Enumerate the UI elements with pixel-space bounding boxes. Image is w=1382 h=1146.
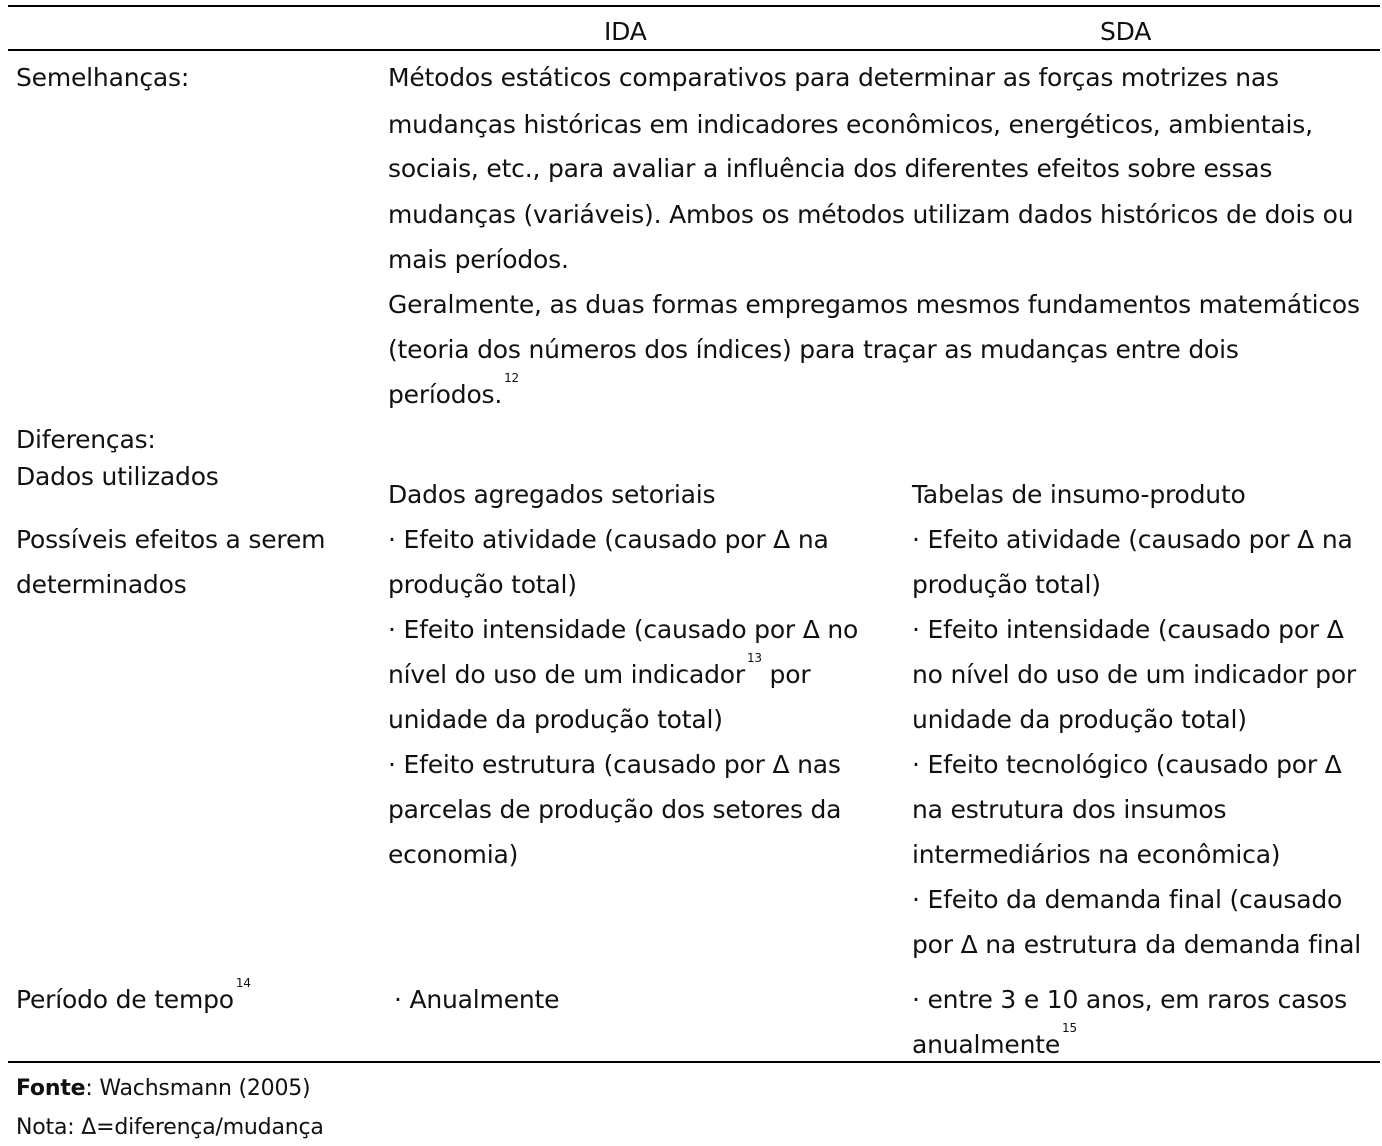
source-note bbox=[16, 1076, 310, 1102]
bottom-rule bbox=[8, 1061, 1380, 1063]
footnote-marker: 14 bbox=[235, 976, 251, 990]
footnote-marker: 12 bbox=[504, 371, 519, 385]
source-label: Fonte bbox=[16, 1076, 86, 1101]
column-header-sda: SDA bbox=[1100, 17, 1152, 46]
semelhancas-line: períodos. bbox=[388, 380, 503, 409]
efeitos-ida-line-tail: por bbox=[761, 660, 811, 689]
efeitos-sda-line: produção total) bbox=[912, 570, 1101, 599]
periodo-ida: · Anualmente bbox=[394, 985, 560, 1014]
semelhancas-line-last bbox=[388, 371, 519, 409]
periodo-label-text: Período de tempo bbox=[16, 985, 234, 1014]
efeitos-ida-line-fn bbox=[388, 651, 811, 689]
efeitos-ida-line: parcelas de produção dos setores da bbox=[388, 795, 842, 824]
header-rule bbox=[8, 49, 1380, 51]
dados-sda: Tabelas de insumo-produto bbox=[912, 480, 1246, 509]
semelhancas-line: mudanças históricas em indicadores econômicos, energéticos, ambientais, bbox=[388, 110, 1313, 139]
efeitos-ida-line: unidade da produção total) bbox=[388, 705, 723, 734]
dados-ida: Dados agregados setoriais bbox=[388, 480, 716, 509]
row-label-efeitos-cont: determinados bbox=[16, 570, 187, 599]
footnote-marker: 13 bbox=[746, 651, 762, 665]
periodo-sda: · entre 3 e 10 anos, em raros casos bbox=[912, 985, 1347, 1014]
efeitos-ida-line: nível do uso de um indicador bbox=[388, 660, 745, 689]
semelhancas-line: sociais, etc., para avaliar a influência dos diferentes efeitos sobre essas bbox=[388, 154, 1273, 183]
semelhancas-line: mudanças (variáveis). Ambos os métodos utilizam dados históricos de dois ou bbox=[388, 200, 1354, 229]
efeitos-ida-line: produção total) bbox=[388, 570, 577, 599]
efeitos-sda-line: unidade da produção total) bbox=[912, 705, 1247, 734]
efeitos-sda-line: · Efeito da demanda final (causado bbox=[912, 885, 1343, 914]
top-rule bbox=[8, 5, 1380, 7]
efeitos-sda-line: por Δ na estrutura da demanda final bbox=[912, 930, 1361, 959]
delta-note: Nota: Δ=diferença/mudança bbox=[16, 1115, 324, 1140]
efeitos-sda-line: · Efeito intensidade (causado por Δ bbox=[912, 615, 1344, 644]
efeitos-ida-line: · Efeito estrutura (causado por Δ nas bbox=[388, 750, 841, 779]
efeitos-sda-line: no nível do uso de um indicador por bbox=[912, 660, 1357, 689]
source-text: : Wachsmann (2005) bbox=[85, 1076, 311, 1101]
efeitos-sda-line: · Efeito tecnológico (causado por Δ bbox=[912, 750, 1342, 779]
column-header-ida: IDA bbox=[604, 17, 647, 46]
row-label-dados: Dados utilizados bbox=[16, 462, 219, 491]
footnote-marker: 15 bbox=[1062, 1021, 1077, 1035]
row-label-diferencas: Diferenças: bbox=[16, 425, 156, 454]
semelhancas-line: Geralmente, as duas formas empregamos mesmos fundamentos matemáticos bbox=[388, 290, 1360, 319]
efeitos-ida-line: economia) bbox=[388, 840, 519, 869]
periodo-sda-text: anualmente bbox=[912, 1030, 1061, 1059]
efeitos-sda-line: intermediários na econômica) bbox=[912, 840, 1281, 869]
semelhancas-line: Métodos estáticos comparativos para determinar as forças motrizes nas bbox=[388, 63, 1279, 92]
efeitos-sda-line: na estrutura dos insumos bbox=[912, 795, 1227, 824]
periodo-sda-cont bbox=[912, 1021, 1077, 1059]
semelhancas-line: (teoria dos números dos índices) para traçar as mudanças entre dois bbox=[388, 335, 1239, 364]
row-label-periodo bbox=[16, 976, 251, 1014]
efeitos-ida-line: · Efeito atividade (causado por Δ na bbox=[388, 525, 829, 554]
row-label-efeitos: Possíveis efeitos a serem bbox=[16, 525, 326, 554]
row-label-semelhancas: Semelhanças: bbox=[16, 63, 190, 92]
efeitos-sda-line: · Efeito atividade (causado por Δ na bbox=[912, 525, 1353, 554]
efeitos-ida-line: · Efeito intensidade (causado por Δ no bbox=[388, 615, 859, 644]
semelhancas-line: mais períodos. bbox=[388, 245, 569, 274]
